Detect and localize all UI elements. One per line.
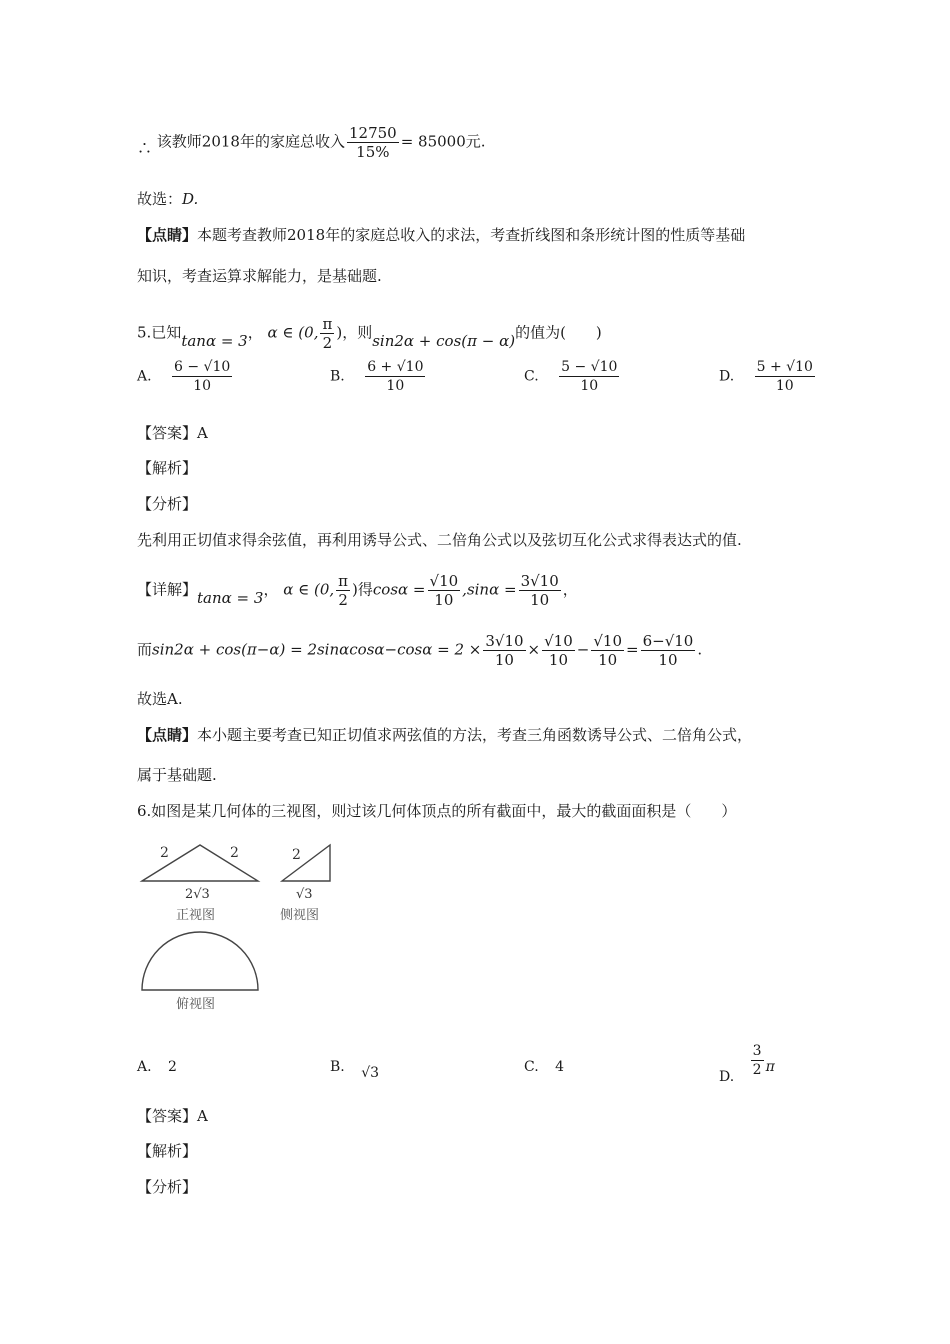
q6-option-c [524, 1057, 564, 1077]
line-end: . [697, 640, 703, 659]
pi-symbol: π [765, 1058, 775, 1075]
option-fraction [751, 1042, 764, 1079]
tan-condition: tanα = 3 [181, 331, 248, 350]
frac-num: 6−√10 [642, 632, 694, 650]
solution-tag: 【详解】 [137, 580, 198, 599]
comment-block-1-cont [137, 266, 382, 286]
conclusion-text: 该教师2018年的家庭总收入 [156, 132, 345, 151]
cos-den: 10 [434, 591, 454, 609]
question-suffix: 的值为( [515, 323, 566, 342]
option-label: C. [524, 1059, 539, 1075]
option-label: A. [137, 1059, 152, 1075]
pi-over-2 [336, 572, 350, 609]
analysis-5: 【解析】 [137, 459, 198, 477]
q6-option-b [330, 1057, 380, 1081]
frac-den: 10 [548, 651, 568, 669]
frac-num: √10 [593, 632, 623, 650]
comment-tag: 【点睛】 [137, 226, 198, 244]
option-numerator: 5 − √10 [561, 359, 618, 375]
tan-value: tanα = 3 [197, 588, 264, 607]
sin-den: 10 [530, 591, 550, 609]
answer-5: 【答案】A [137, 424, 208, 442]
option-denominator: 10 [386, 378, 405, 394]
answer-6: 【答案】A [137, 1107, 208, 1125]
q6-option-d [719, 1042, 775, 1085]
computation-line [137, 632, 702, 669]
front-view-caption: 正视图 [176, 908, 216, 923]
option-label: A. [137, 368, 152, 385]
comma: ， [263, 580, 279, 599]
option-fraction [755, 358, 815, 395]
frac-den: 10 [598, 651, 618, 669]
option-label: C. [524, 368, 539, 385]
option-denominator: 10 [193, 378, 212, 394]
option-denominator: 2 [752, 1062, 762, 1078]
front-base-label: 2√3 [185, 887, 210, 902]
frac-4 [641, 632, 696, 669]
side-view-caption: 侧视图 [280, 908, 320, 923]
side-top-label: 2 [292, 847, 301, 863]
comment-tag: 【点睛】 [137, 726, 198, 744]
analysis-6: 【解析】 [137, 1142, 198, 1160]
option-denominator: 10 [580, 378, 599, 394]
option-value: 2 [168, 1059, 177, 1075]
option-numerator: 5 + √10 [756, 359, 813, 375]
answer-choice-line [137, 189, 198, 209]
comment-block-2-cont: 属于基础题. [137, 766, 217, 784]
side-base-label: √3 [296, 887, 313, 902]
option-numerator: 3 [752, 1043, 762, 1059]
comment-text: 本小题主要考查已知正切值求两弦值的方法，考查三角函数诱导公式、二倍角公式， [197, 726, 753, 744]
choice-label: 故选： [137, 190, 183, 208]
option-label: D. [719, 1068, 735, 1085]
breakdown-5: 【分析】 [137, 495, 198, 513]
option-value: √3 [361, 1065, 380, 1081]
three-view-figure [130, 835, 350, 1020]
frac-3 [591, 632, 624, 669]
sin-num: 3√10 [520, 572, 559, 590]
two-den: 2 [322, 334, 333, 352]
frac-num: √10 [544, 632, 573, 650]
and-text: 而 [137, 640, 153, 659]
minus-sign: − [576, 640, 590, 659]
frac-2 [542, 632, 575, 669]
option-fraction [559, 358, 619, 395]
option-value: 4 [555, 1059, 565, 1075]
q5-option-b [330, 358, 427, 395]
pi-over-2 [320, 315, 334, 352]
cos-fraction [428, 572, 461, 609]
comma: ， [247, 323, 263, 342]
comment-block-1 [137, 225, 745, 245]
fraction-denominator: 15% [356, 143, 390, 161]
cos-num: √10 [429, 572, 459, 590]
option-numerator: 6 + √10 [367, 359, 424, 375]
side-view-triangle [282, 845, 330, 881]
equation-result: = 85000 [400, 132, 466, 151]
alpha-range: α ∈ (0, [267, 323, 319, 342]
conclusion-line [137, 124, 486, 161]
frac-den: 10 [658, 651, 678, 669]
q6-option-a [137, 1057, 177, 1077]
equals-sign: = [626, 640, 639, 659]
front-right-label: 2 [230, 845, 239, 861]
q5-option-d [719, 358, 817, 395]
comment-text: 本题考查教师2018年的家庭总收入的求法，考查折线图和条形统计图的性质等基础 [197, 226, 746, 244]
front-left-label: 2 [160, 845, 169, 861]
target-expression: sin2α + cos(π − α) [372, 331, 516, 350]
times-sign: × [527, 640, 541, 659]
income-fraction [347, 124, 399, 161]
range-close: ) [352, 580, 358, 599]
question-5 [137, 315, 602, 352]
therefore-symbol: ∴ [137, 138, 153, 157]
get-text: 得 [357, 580, 373, 599]
comment-text-cont: 知识，考查运算求解能力，是基础题. [137, 267, 382, 285]
pi-num: π [322, 315, 333, 333]
cos-label: cosα = [372, 580, 426, 599]
unit-text: 元. [465, 132, 486, 151]
choice-value: D. [182, 190, 199, 208]
range-close: ) [336, 323, 343, 342]
computation-expr: sin2α + cos(π−α) = 2sinαcosα−cosα = 2 × [152, 640, 482, 659]
question-6: 6.如图是某几何体的三视图，则过该几何体顶点的所有截面中，最大的截面面积是（ ） [137, 802, 737, 820]
pi-num: π [338, 572, 349, 590]
comment-block-2 [137, 725, 752, 745]
breakdown-5-text: 先利用正切值求得余弦值，再利用诱导公式、二倍角公式以及弦切互化公式求得表达式的值. [137, 531, 742, 549]
fraction-numerator: 12750 [348, 124, 397, 142]
q5-option-c [524, 358, 621, 395]
choose-5: 故选A. [137, 690, 183, 708]
top-view-caption: 俯视图 [176, 997, 216, 1012]
line-end: ， [562, 580, 578, 599]
q5-option-a [137, 358, 234, 395]
frac-den: 10 [494, 651, 514, 669]
option-label: D. [719, 368, 735, 385]
detailed-solution [137, 572, 578, 609]
option-label: B. [330, 368, 345, 385]
option-label: B. [330, 1059, 345, 1075]
option-fraction [365, 358, 425, 395]
breakdown-6: 【分析】 [137, 1178, 198, 1196]
top-view-semicircle [142, 932, 258, 990]
option-numerator: 6 − √10 [174, 359, 231, 375]
question-number: 5.已知 [137, 323, 182, 342]
alpha-range: α ∈ (0, [283, 580, 335, 599]
frac-1 [483, 632, 525, 669]
option-fraction [172, 358, 232, 395]
option-denominator: 10 [775, 378, 794, 394]
sin-label: ,sinα = [462, 580, 517, 599]
two-den: 2 [338, 591, 348, 609]
answer-blank: ) [565, 323, 602, 342]
then-text: ，则 [342, 323, 373, 342]
frac-num: 3√10 [485, 632, 524, 650]
sin-fraction [519, 572, 561, 609]
